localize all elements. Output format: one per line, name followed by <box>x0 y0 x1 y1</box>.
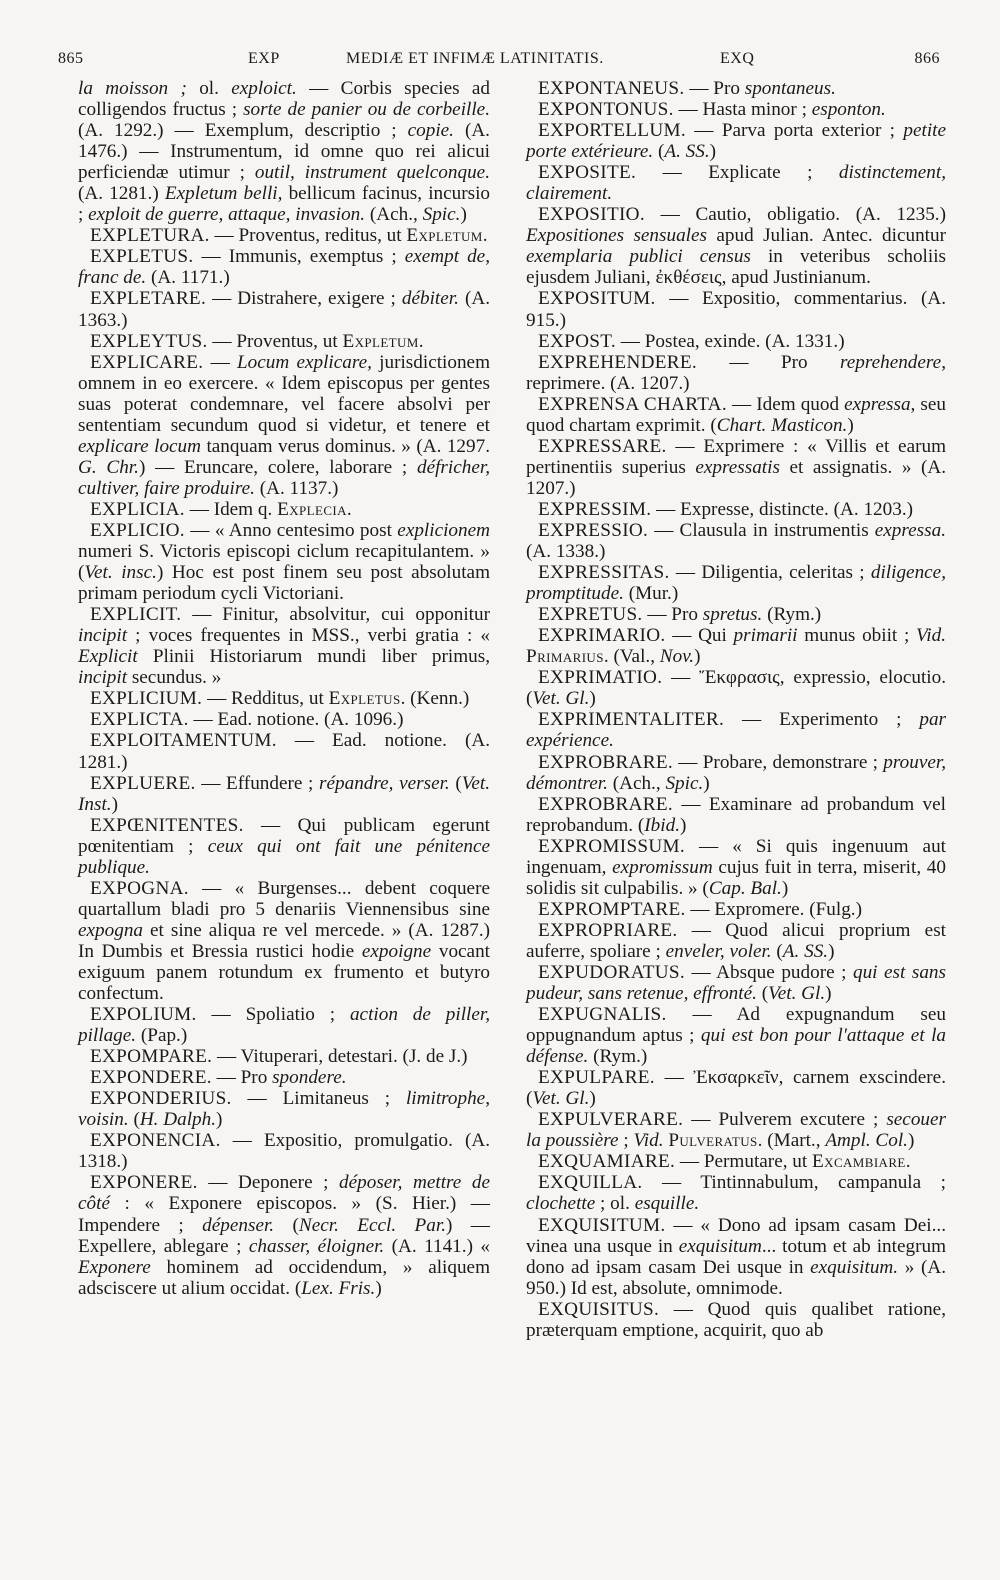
dictionary-entry: EXPŒNITENTES. — Qui publicam egerunt pœnitentiam ; ceux qui ont fait une pénitence publique. <box>78 814 491 878</box>
dictionary-entry: EXPLEYTUS. — Proventus, ut Expletum. <box>90 330 424 352</box>
dictionary-entry: EXPOST. — Postea, exinde. (A. 1331.) <box>538 330 845 352</box>
dictionary-entry: EXQUISITUS. — Quod quis qualibet ratione, præterquam emptione, acquirit, quo ab <box>526 1298 946 1341</box>
dictionary-entry: EXPLETUS. — Immunis, exemptus ; exempt de, franc de. (A. 1171.) <box>78 246 490 289</box>
dictionary-entry: EXPRIMATIO. — Ἔκφρασις, expressio, elocutio. (Vet. Gl.) <box>526 667 946 710</box>
left-column <box>78 78 490 1299</box>
dictionary-entry: EXPORTELLUM. — Parva porta exterior ; petite porte extérieure. (A. SS.) <box>526 120 946 163</box>
dictionary-entry: EXPONDERE. — Pro spondere. <box>90 1067 347 1089</box>
header-title: MEDIÆ ET INFIMÆ LATINITATIS. <box>346 50 604 67</box>
dictionary-entry: EXPULVERARE. — Pulverem excutere ; secouer la poussière ; Vid. Pulveratus. (Mart., Ampl. Col.) <box>526 1109 946 1152</box>
header-abbr-left: EXP <box>248 50 280 67</box>
dictionary-entry: EXPLICIO. — « Anno centesimo post explicionem numeri S. Victoris episcopi ciclum recapitulantem. » (Vet. insc.) Hoc est post finem seu post absolutam primam periodum cycli Victoriani. <box>78 519 490 605</box>
dictionary-entry: EXPLICARE. — Locum explicare, jurisdictionem omnem in eo exercere. « Idem episcopus per gentes suas poterat condemnare, vel facere absolvi per sententiam secundum quod si videtur, et tenere et explicare locum tanquam verus dominus. » (A. 1297. G. Chr.) — Eruncare, colere, laborare ; défricher, cultiver, faire produire. (A. 1137.) <box>78 351 491 499</box>
right-column <box>526 78 946 1341</box>
dictionary-entry: EXPULPARE. — Ἐκσαρκεῖν, carnem exscindere. (Vet. Gl.) <box>526 1067 946 1110</box>
dictionary-entry: EXPLETARE. — Distrahere, exigere ; débiter. (A. 1363.) <box>78 288 490 331</box>
dictionary-entry: EXPONDERIUS. — Limitaneus ; limitrophe, voisin. (H. Dalph.) <box>78 1088 490 1131</box>
dictionary-entry: EXPLUERE. — Effundere ; répandre, verser. (Vet. Inst.) <box>78 772 491 815</box>
dictionary-entry: EXQUAMIARE. — Permutare, ut Excambiare. <box>538 1151 911 1173</box>
dictionary-entry: EXPONERE. — Deponere ; déposer, mettre de côté : « Exponere episcopos. » (S. Hier.) — Impendere ; dépenser. (Necr. Eccl. Par.) — Expellere, ablegare ; chasser, éloigner. (A. 1141.) « Exponere hominem ad occidendum, » aliquem adsciscere ut alium occidat. (Lex. Fris.) <box>78 1172 490 1299</box>
dictionary-entry: EXPLOITAMENTUM. — Ead. notione. (A. 1281.) <box>78 730 490 773</box>
dictionary-entry: EXPRESSIO. — Clausula in instrumentis expressa. (A. 1338.) <box>526 519 946 563</box>
dictionary-entry: EXPRETUS. — Pro spretus. (Rym.) <box>538 604 822 626</box>
dictionary-entry: EXPROBRARE. — Examinare ad probandum vel reprobandum. (Ibid.) <box>526 793 946 836</box>
dictionary-entry: EXPLICIT. — Finitur, absolvitur, cui opponitur incipit ; voces frequentes in MSS., verbi gratia : « Explicit Plinii Historiarum mundi liber primus, incipit secundus. » <box>78 604 490 689</box>
dictionary-entry: EXPUGNALIS. — Ad expugnandum seu oppugnandum aptus ; qui est bon pour l'attaque et la défense. (Rym.) <box>526 1004 946 1068</box>
dictionary-entry: EXPREHENDERE. — Pro reprehendere, reprimere. (A. 1207.) <box>526 351 946 394</box>
dictionary-entry: EXPRESSITAS. — Diligentia, celeritas ; diligence, promptitude. (Mur.) <box>526 562 946 605</box>
dictionary-entry: EXPRIMENTALITER. — Experimento ; par expérience. <box>526 709 946 752</box>
page-number-right: 866 <box>914 50 940 67</box>
header-abbr-right: EXQ <box>720 50 755 67</box>
dictionary-entry: EXPROPRIARE. — Quod alicui proprium est auferre, spoliare ; enveler, voler. (A. SS.) <box>526 919 946 962</box>
dictionary-entry: EXPLICIUM. — Redditus, ut Expletus. (Kenn.) <box>90 688 470 710</box>
dictionary-entry: EXPOSITUM. — Expositio, commentarius. (A. 915.) <box>526 288 946 331</box>
dictionary-entry: EXPRIMARIO. — Qui primarii munus obiit ; Vid. Primarius. (Val., Nov.) <box>526 625 947 668</box>
dictionary-entry: EXQUILLA. — Tintinnabulum, campanula ; clochette ; ol. esquille. <box>526 1172 946 1215</box>
dictionary-entry: EXPOLIUM. — Spoliatio ; action de piller, pillage. (Pap.) <box>78 1004 491 1047</box>
page-number-left: 865 <box>58 50 84 67</box>
running-header <box>58 46 940 74</box>
dictionary-entry: EXPROBRARE. — Probare, demonstrare ; prouver, démontrer. (Ach., Spic.) <box>526 751 946 794</box>
dictionary-entry: EXPROMISSUM. — « Si quis ingenuum aut ingenuam, expromissum cujus fuit in terra, miserit, 40 solidis sit culpabilis. » (Cap. Bal.) <box>526 835 946 899</box>
dictionary-entry: EXPRESSIM. — Expresse, distincte. (A. 1203.) <box>538 498 914 520</box>
dictionary-entry: EXPRESSARE. — Exprimere : « Villis et earum pertinentiis superius expressatis et assignatis. » (A. 1207.) <box>526 435 946 499</box>
dictionary-entry: EXPONENCIA. — Expositio, promulgatio. (A. 1318.) <box>78 1130 490 1173</box>
dictionary-entry: EXPROMPTARE. — Expromere. (Fulg.) <box>538 898 862 920</box>
dictionary-entry: EXPONTONUS. — Hasta minor ; esponton. <box>538 99 886 121</box>
dictionary-entry: EXPLICTA. — Ead. notione. (A. 1096.) <box>90 709 404 731</box>
dictionary-entry: EXQUISITUM. — « Dono ad ipsam casam Dei... vinea una usque in exquisitum... totum et ab integrum dono ad ipsam casam Dei usque in exquisitum. » (A. 950.) Id est, absolute, omnimode. <box>526 1214 946 1299</box>
dictionary-entry: EXPOGNA. — « Burgenses... debent coquere quartallum bladi pro 5 denariis Viennensibus sine expogna et sine aliqua re vel mercede. » (A. 1287.) In Dumbis et Bressia rustici hodie expoigne vocant exiguum panem rotundum ex frumento et butyro confectum. <box>78 877 491 1005</box>
dictionary-entry: la moisson ; ol. exploict. — Corbis species ad colligendos fructus ; sorte de panier ou de corbeille. (A. 1292.) — Exemplum, descriptio ; copie. (A. 1476.) — Instrumentum, id omne quo rei alicui perficiendæ utimur ; outil, instrument quelconque. (A. 1281.) Expletum belli, bellicum facinus, incursio ; exploit de guerre, attaque, invasion. (Ach., Spic.) <box>78 78 491 226</box>
dictionary-entry: EXPOMPARE. — Vituperari, detestari. (J. de J.) <box>90 1046 468 1068</box>
dictionary-entry: EXPLETURA. — Proventus, reditus, ut Expletum. <box>90 225 488 247</box>
dictionary-entry: EXPUDORATUS. — Absque pudore ; qui est sans pudeur, sans retenue, effronté. (Vet. Gl.) <box>526 961 946 1005</box>
dictionary-entry: EXPOSITE. — Explicate ; distinctement, clairement. <box>526 162 946 205</box>
dictionary-entry: EXPOSITIO. — Cautio, obligatio. (A. 1235.) Expositiones sensuales apud Julian. Antec. dicuntur exemplaria publici census in veteribus scholiis ejusdem Juliani, ἐκθέσεις, apud Justinianum. <box>526 204 947 289</box>
dictionary-entry: EXPRENSA CHARTA. — Idem quod expressa, seu quod chartam exprimit. (Chart. Masticon.) <box>526 393 946 436</box>
dictionary-entry: EXPONTANEUS. — Pro spontaneus. <box>538 78 836 99</box>
dictionary-entry: EXPLICIA. — Idem q. Explecia. <box>90 498 352 520</box>
